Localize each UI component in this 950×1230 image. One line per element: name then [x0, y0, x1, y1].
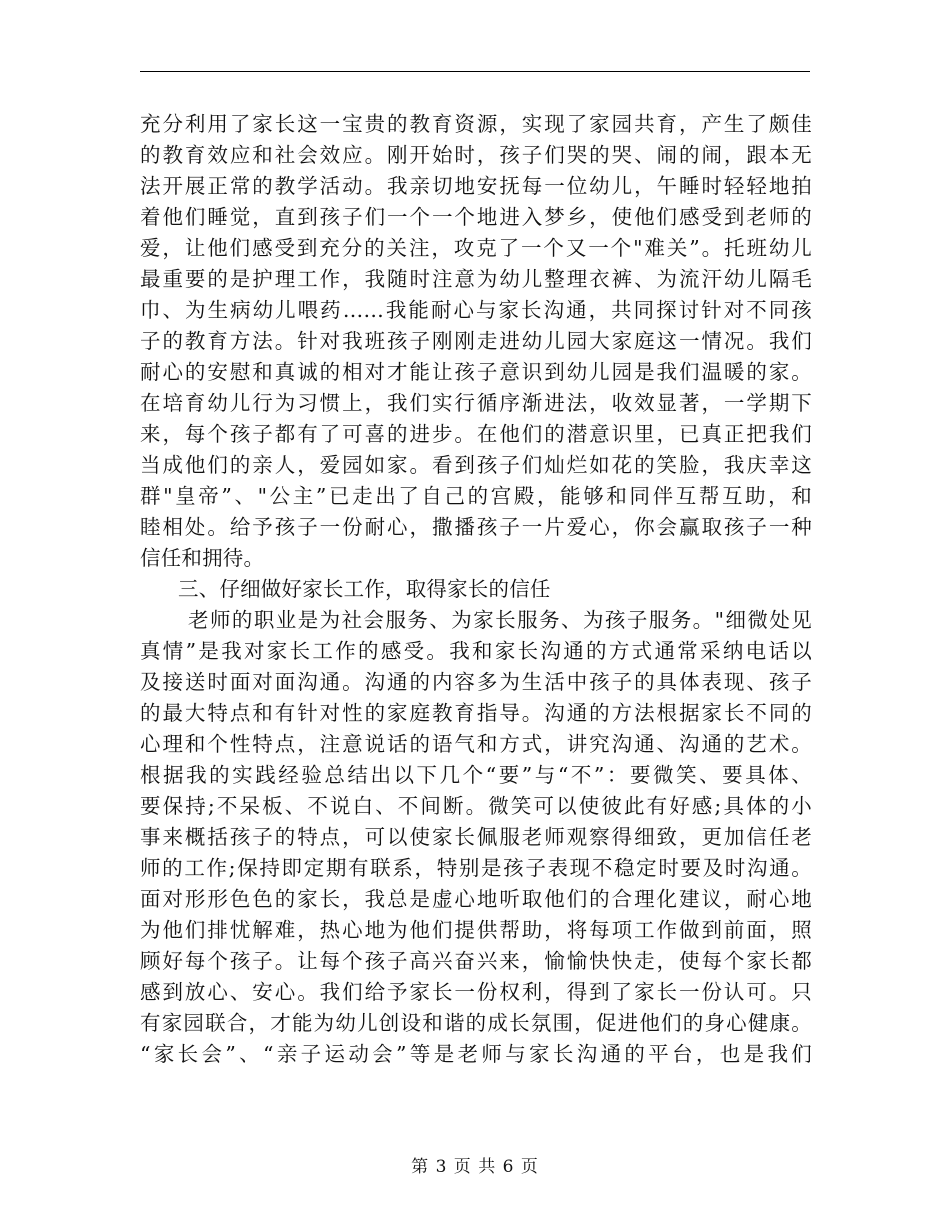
text-line: 顾好每个孩子。让每个孩子高兴奋兴来，愉愉快快走，使每个家长都: [140, 949, 812, 973]
text-line: 面对形形色色的家长，我总是虚心地听取他们的合理化建议，耐心地: [140, 887, 812, 911]
text-line: 为他们排忧解难，热心地为他们提供帮助，将每项工作做到前面，照: [140, 918, 812, 942]
text-line: 来，每个孩子都有了可喜的进步。在他们的潜意识里，已真正把我们: [140, 422, 812, 446]
text-line: 巾、为生病幼儿喂药……我能耐心与家长沟通，共同探讨针对不同孩: [140, 298, 812, 322]
text-line: 心理和个性特点，注意说话的语气和方式，讲究沟通、沟通的艺术。: [140, 732, 812, 756]
text-line: 根据我的实践经验总结出以下几个“要”与“不”：要微笑、要具体、: [140, 763, 812, 787]
text-line: 有家园联合，才能为幼儿创设和谐的成长氛围，促进他们的身心健康。: [140, 1011, 812, 1035]
text-line: 及接送时面对面沟通。沟通的内容多为生活中孩子的具体表现、孩子: [140, 670, 812, 694]
text-line: 感到放心、安心。我们给予家长一份权利，得到了家长一份认可。只: [140, 980, 812, 1004]
text-line: “家长会”、“亲子运动会”等是老师与家长沟通的平台，也是我们: [140, 1042, 812, 1066]
page-number: 第 3 页 共 6 页: [411, 1157, 539, 1177]
section-heading: 三、仔细做好家长工作，取得家长的信任: [178, 577, 551, 601]
text-line: 信任和拥待。: [140, 546, 265, 570]
text-line: 耐心的安慰和真诚的相对才能让孩子意识到幼儿园是我们温暖的家。: [140, 360, 812, 384]
body-text: [140, 109, 812, 1070]
text-line: 的教育效应和社会效应。刚开始时，孩子们哭的哭、闹的闹，跟本无: [140, 143, 812, 167]
text-line: 爱，让他们感受到充分的关注，攻克了一个又一个"难关”。托班幼儿: [140, 236, 812, 260]
text-line: 着他们睡觉，直到孩子们一个一个地进入梦乡，使他们感受到老师的: [140, 205, 812, 229]
text-line: 最重要的是护理工作，我随时注意为幼儿整理衣裤、为流汗幼儿隔毛: [140, 267, 812, 291]
text-line: 师的工作;保持即定期有联系，特别是孩子表现不稳定时要及时沟通。: [140, 856, 812, 880]
text-line: 子的教育方法。针对我班孩子刚刚走进幼儿园大家庭这一情况。我们: [140, 329, 812, 353]
text-line: 在培育幼儿行为习惯上，我们实行循序渐进法，收效显著，一学期下: [140, 391, 812, 415]
text-line: 要保持;不呆板、不说白、不间断。微笑可以使彼此有好感;具体的小: [140, 794, 812, 818]
text-line: 真情”是我对家长工作的感受。我和家长沟通的方式通常采纳电话以: [140, 639, 812, 663]
text-line: 事来概括孩子的特点，可以使家长佩服老师观察得细致，更加信任老: [140, 825, 812, 849]
text-line: 充分利用了家长这一宝贵的教育资源，实现了家园共育，产生了颇佳: [140, 112, 812, 136]
text-line: 当成他们的亲人，爱园如家。看到孩子们灿烂如花的笑脸，我庆幸这: [140, 453, 812, 477]
header-rule: [140, 71, 810, 72]
text-line: 法开展正常的教学活动。我亲切地安抚每一位幼儿，午睡时轻轻地拍: [140, 174, 812, 198]
text-line: 的最大特点和有针对性的家庭教育指导。沟通的方法根据家长不同的: [140, 701, 812, 725]
text-line: 老师的职业是为社会服务、为家长服务、为孩子服务。"细微处见: [188, 608, 812, 632]
text-line: 睦相处。给予孩子一份耐心，撒播孩子一片爱心，你会赢取孩子一种: [140, 515, 812, 539]
text-line: 群"皇帝”、"公主”已走出了自己的宫殿，能够和同伴互帮互助，和: [140, 484, 812, 508]
